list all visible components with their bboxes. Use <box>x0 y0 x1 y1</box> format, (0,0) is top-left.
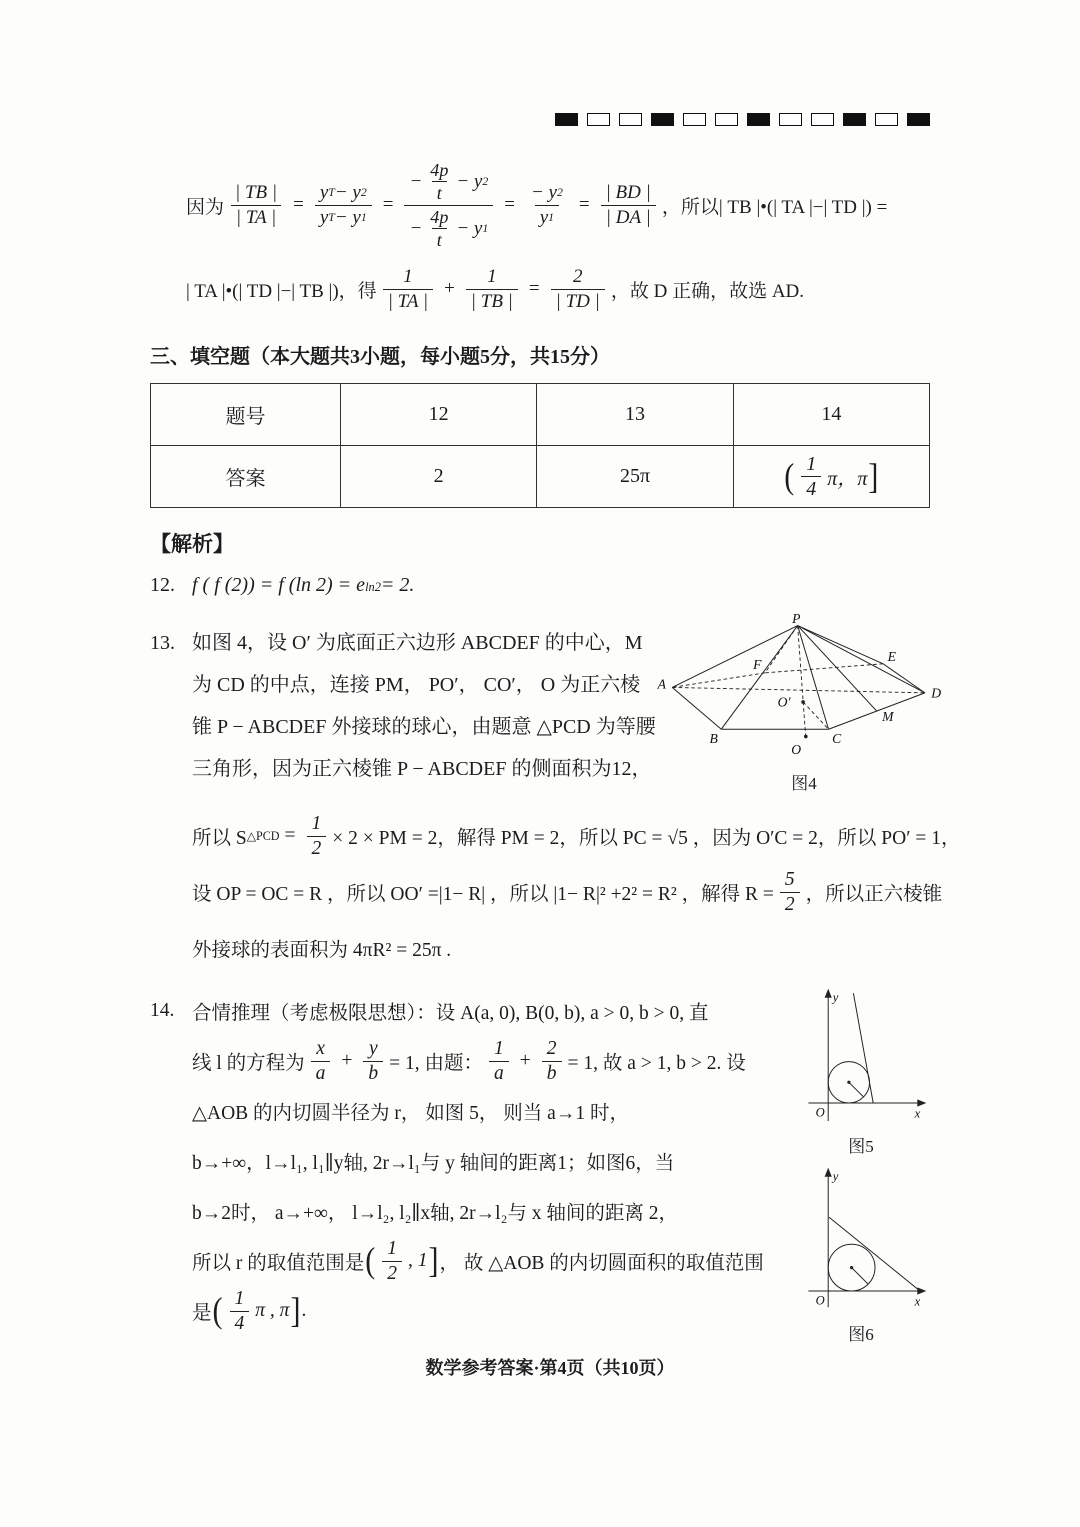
var: − y <box>334 182 361 204</box>
solution-item-12 <box>150 574 950 606</box>
label-O-prime: O′ <box>777 694 791 710</box>
answer-14 <box>733 446 929 508</box>
var: y <box>539 206 549 228</box>
subscript: T <box>328 210 335 224</box>
reg-mark-empty <box>587 113 610 126</box>
den: t <box>432 228 447 250</box>
num: 4p <box>430 206 449 227</box>
num: 1 <box>311 812 322 834</box>
num <box>404 160 493 204</box>
subscript: 2 <box>360 186 367 200</box>
den: 2 <box>307 836 327 860</box>
den <box>315 205 372 228</box>
den: | TA | <box>231 205 281 228</box>
figure-6-caption: 图6 <box>848 1325 874 1344</box>
row-header-answer: 答案 <box>151 446 341 508</box>
reg-mark-empty <box>779 113 802 126</box>
den: b <box>542 1061 562 1085</box>
figure-6-graph <box>794 1165 929 1318</box>
fraction-y-over-b <box>363 1038 383 1085</box>
figure-4-caption: 图4 <box>791 774 817 793</box>
den: 4 <box>801 476 821 500</box>
var: − y <box>530 182 557 204</box>
text-run: 线 l 的方程为 <box>192 1053 305 1074</box>
num: 1 <box>494 1037 504 1059</box>
label-F: F <box>753 657 762 673</box>
reg-mark-filled <box>651 113 674 126</box>
fraction-x-over-a <box>311 1038 331 1085</box>
text-run: ， 故 △AOB 的内切圆面积的取值范围 <box>439 1253 764 1274</box>
fraction-4p-over-t <box>425 207 453 250</box>
item13-text-column <box>150 622 710 790</box>
label-E: E <box>887 649 896 665</box>
item13-line7: 外接球的表面积为 4πR² = 25π . <box>192 940 452 961</box>
registration-marks <box>555 113 930 126</box>
item13-line5 <box>150 808 961 864</box>
equals-sign: = <box>382 194 394 215</box>
answer-12: 2 <box>341 446 537 508</box>
item14-line4: b→+∞，l→l₁, l₁∥y轴, 2r→l₁与 y 轴间的距离1；如图6，当 <box>192 1153 675 1174</box>
den: t <box>432 181 447 203</box>
reg-mark-empty <box>683 113 706 126</box>
item13-line1: 如图 4，设 O′ 为底面正六边形 ABCDEF 的中心，M <box>192 632 643 654</box>
derivation-head: | TA |•(| TD |−| TB |)，得 <box>186 280 377 302</box>
den: | TD | <box>551 289 605 312</box>
item13-line2: 为 CD 的中点，连接 PM， PO′， CO′， O 为正六棱 <box>192 674 641 696</box>
interval-answer <box>783 453 879 501</box>
text-run: 是 <box>192 1303 212 1324</box>
label-C: C <box>832 730 842 746</box>
table-row-question-numbers <box>151 384 930 446</box>
figure-5-graph <box>794 986 929 1130</box>
question-14: 14 <box>733 384 929 446</box>
fraction-2-over-TD <box>551 266 605 312</box>
text-run: = 1, 由题： <box>389 1053 484 1074</box>
right-bracket: ] <box>290 1290 301 1331</box>
equals-sign: = <box>578 194 590 215</box>
superscript-ln2: ln2 <box>365 580 381 594</box>
den: 2 <box>382 1261 402 1285</box>
label-A: A <box>657 676 666 692</box>
figure-4-pyramid-diagram <box>654 612 954 761</box>
text-run: ，所以正六棱锥 <box>805 884 943 905</box>
interval-upper: , 1 <box>408 1250 428 1271</box>
left-paren: ( <box>212 1290 223 1331</box>
num: 1 <box>487 266 497 288</box>
answer-13: 25π <box>537 446 733 508</box>
item12-result: = 2. <box>380 574 415 596</box>
num: 1 <box>387 1237 397 1259</box>
equals-sign: = <box>504 194 515 215</box>
num: 1 <box>234 1287 245 1309</box>
answer-table <box>150 383 930 508</box>
conclusion-text: ，故 D 正确，故选 AD. <box>610 280 805 302</box>
reg-mark-filled <box>843 113 866 126</box>
fraction-TB-over-TA <box>230 182 282 228</box>
figure-4 <box>654 612 954 794</box>
subscript: 1 <box>482 221 489 235</box>
solution-item-13 <box>150 612 950 808</box>
derivation-line-2 <box>150 258 950 320</box>
figure-5-labels <box>815 990 920 1120</box>
fraction-2-over-b <box>542 1038 562 1085</box>
item14-line1: 合情推理（考虑极限思想）：设 A(a, 0), B(0, b), a > 0, b > 0, 直 <box>192 1003 709 1024</box>
subscript: 1 <box>360 210 367 224</box>
minus-sign: − <box>409 217 423 239</box>
reg-mark-empty <box>811 113 834 126</box>
num: 1 <box>403 266 413 288</box>
label-O: O <box>791 741 802 757</box>
item-number-14: 14. <box>150 1000 175 1021</box>
page-footer: 数学参考答案·第4页（共10页） <box>425 1358 675 1378</box>
plus-sign: + <box>444 278 455 299</box>
num: | TB | <box>235 182 278 204</box>
fraction-BD-over-DA <box>601 182 656 228</box>
fraction-one-half <box>307 813 327 860</box>
item13-line1-wrap <box>150 622 710 664</box>
equals-sign: = <box>528 278 540 299</box>
den: | TA | <box>383 289 433 312</box>
text-run: × 2 × PM = 2，解得 PM = 2，所以 PC = √5 ，因为 O′C = 2，所以 PO′ = 1， <box>332 828 961 849</box>
item12-expression: f ( f (2)) = f (ln 2) = e <box>192 574 366 596</box>
var: y <box>319 182 329 204</box>
var: − y <box>334 206 361 228</box>
item14-line5: b→2时， a→+∞， l→l₂, l₂∥x轴, 2r→l₂与 x 轴间的距离 2， <box>192 1203 678 1224</box>
text-run: = 1, 故 a > 1, b > 2. 设 <box>567 1053 746 1074</box>
minus-sign: − <box>409 171 423 193</box>
fraction-yT-differences <box>315 182 372 228</box>
solution-item-14 <box>150 986 950 1344</box>
text-run: 所以 S <box>192 828 247 849</box>
label-origin: O <box>815 1293 825 1308</box>
axes-and-line <box>808 1172 921 1307</box>
item14-line1-wrap <box>150 986 764 1036</box>
reg-mark-empty <box>619 113 642 126</box>
page-content <box>150 156 961 1380</box>
subscript-PCD: △PCD <box>246 828 280 843</box>
num: 5 <box>784 868 795 890</box>
item-number-13: 13. <box>150 632 175 654</box>
text-run: 所以 r 的取值范围是 <box>192 1253 365 1274</box>
den: | TB | <box>466 289 518 312</box>
item14-line7 <box>150 1286 764 1336</box>
because-text: 因为 <box>186 196 225 218</box>
reg-mark-filled <box>747 113 770 126</box>
den: 2 <box>780 892 800 916</box>
equals-sign: = <box>293 194 304 215</box>
fraction-one-quarter <box>801 453 821 501</box>
fraction-y2-over-y1 <box>526 182 568 228</box>
den: b <box>363 1061 383 1085</box>
arrowheads-and-center <box>824 1168 926 1295</box>
label-B: B <box>709 730 718 746</box>
fraction-five-halves <box>780 869 800 916</box>
var: − y <box>456 171 483 193</box>
interval-values: π，π <box>827 468 868 490</box>
item13-line4: 三角形，因为正六棱锥 P − ABCDEF 的侧面积为12， <box>192 758 652 780</box>
num: y <box>368 1037 378 1059</box>
fraction-compound-4p-t <box>404 160 493 250</box>
text-run: . <box>301 1300 307 1321</box>
label-y-axis: y <box>832 1169 838 1184</box>
row-header-question-number: 题号 <box>151 384 341 446</box>
table-row-answers <box>151 446 930 508</box>
right-bracket: ] <box>428 1240 439 1281</box>
fraction-1-over-TB <box>466 266 518 312</box>
den <box>535 205 559 228</box>
text-run: 设 OP = OC = R ，所以 OO′ =|1− R| ，所以 |1− R|² +2² = R² ，解得 R = <box>192 884 774 905</box>
fraction-1-over-a <box>489 1038 509 1085</box>
equals-sign: = <box>284 825 296 846</box>
item14-line3: △AOB 的内切圆半径为 r， 如图 5， 则当 a→1 时， <box>192 1103 629 1124</box>
reg-mark-empty <box>715 113 738 126</box>
plus-sign: + <box>341 1050 353 1071</box>
num <box>526 182 568 204</box>
left-paren: ( <box>365 1240 376 1281</box>
item13-line6 <box>150 864 950 920</box>
question-12: 12 <box>341 384 537 446</box>
item14-text-column <box>150 986 764 1336</box>
label-M: M <box>882 709 894 725</box>
derivation-tail: ，所以| TB |•(| TA |−| TD |) = <box>661 196 888 218</box>
reg-mark-filled <box>907 113 930 126</box>
axes-and-line <box>808 993 921 1121</box>
reg-mark-filled <box>555 113 578 126</box>
label-D: D <box>931 685 942 701</box>
item13-line3: 锥 P − ABCDEF 外接球的球心，由题意 △PCD 为等腰 <box>192 716 656 738</box>
fraction-4p-over-t <box>425 160 453 203</box>
subscript: 1 <box>548 210 555 224</box>
den: a <box>489 1061 509 1085</box>
var: y <box>319 206 329 228</box>
label-P: P <box>792 612 801 626</box>
subscript: 2 <box>556 186 563 200</box>
reg-mark-empty <box>875 113 898 126</box>
den: | DA | <box>601 205 656 228</box>
num: 1 <box>806 452 817 475</box>
pyramid-labels <box>657 612 942 757</box>
figure-6-labels <box>815 1169 920 1308</box>
label-x-axis: x <box>914 1294 920 1309</box>
label-x-axis: x <box>914 1106 920 1121</box>
center-points <box>801 700 807 738</box>
right-bracket: ] <box>868 456 879 496</box>
item-number-12: 12. <box>150 574 175 596</box>
den: a <box>311 1061 331 1085</box>
num: 2 <box>572 266 583 288</box>
interval-values: π , π <box>255 1300 290 1321</box>
subscript: 2 <box>482 175 489 189</box>
figure-5-caption: 图5 <box>848 1137 874 1156</box>
item14-line6 <box>150 1236 764 1286</box>
den <box>404 205 493 250</box>
num: 2 <box>546 1037 557 1059</box>
num <box>315 182 372 204</box>
arrowheads-and-center <box>824 989 926 1107</box>
fraction-one-quarter <box>230 1288 250 1335</box>
num: | BD | <box>605 182 651 204</box>
fraction-1-over-TA <box>383 266 433 312</box>
left-paren: ( <box>784 456 795 496</box>
fraction-one-half <box>382 1238 402 1285</box>
section-3-heading: 三、填空题（本大题共3小题，每小题5分，共15分） <box>150 346 610 368</box>
subscript: T <box>328 186 335 200</box>
num: x <box>316 1037 325 1059</box>
plus-sign: + <box>519 1050 531 1071</box>
label-y-axis: y <box>832 990 838 1005</box>
num: 4p <box>430 160 449 181</box>
var: − y <box>456 217 483 239</box>
label-origin: O <box>815 1105 825 1120</box>
derivation-line-1 <box>150 156 950 254</box>
analysis-label: 【解析】 <box>150 532 234 556</box>
item14-figures-column <box>786 986 936 1345</box>
den: 4 <box>230 1311 250 1335</box>
item14-line2 <box>150 1036 764 1086</box>
question-13: 13 <box>537 384 733 446</box>
